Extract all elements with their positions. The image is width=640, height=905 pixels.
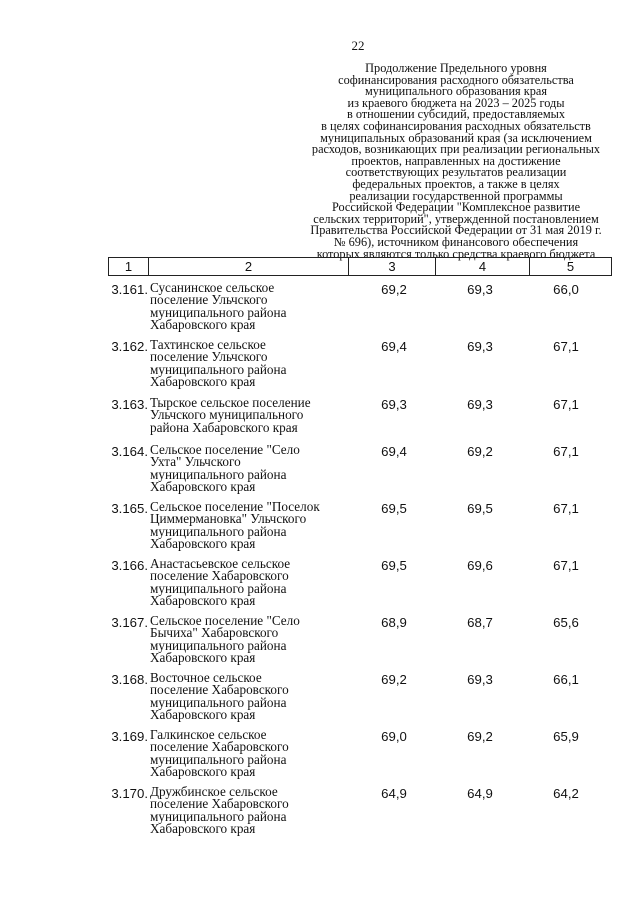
- value-2025: 65,9: [553, 729, 579, 744]
- column-header: 5: [530, 258, 612, 276]
- value-2024: 69,3: [467, 282, 493, 297]
- heading-line: муниципальных образований края (за исключением: [320, 130, 592, 145]
- value-2023: 69,5: [381, 558, 407, 573]
- row-number: 3.161.: [111, 282, 148, 297]
- heading-line: № 696), источником финансового обеспечения: [333, 234, 579, 249]
- column-header: 4: [436, 258, 530, 276]
- value-2025: 67,1: [553, 444, 579, 459]
- heading-line: в отношении субсидий, предоставляемых: [346, 107, 566, 122]
- heading-line: федеральных проектов, а также в целях: [352, 176, 560, 191]
- value-2025: 67,1: [553, 558, 579, 573]
- column-header: 3: [349, 258, 436, 276]
- settlement-name: Тахтинское сельское поселение Ульчского муниципального района Хабаровского края: [150, 337, 287, 390]
- value-2024: 69,3: [467, 672, 493, 687]
- value-2024: 69,6: [467, 558, 493, 573]
- value-2023: 69,2: [381, 672, 407, 687]
- settlement-name: Галкинское сельское поселение Хабаровского муниципального района Хабаровского края: [150, 727, 289, 780]
- heading-line: Правительства Российской Федерации от 31 мая 2019 г.: [310, 223, 602, 238]
- heading-line: Российской Федерации "Комплексное развитие: [331, 200, 581, 215]
- value-2025: 66,0: [553, 282, 579, 297]
- value-2025: 67,1: [553, 339, 579, 354]
- value-2023: 69,4: [381, 444, 407, 459]
- column-header: 1: [109, 258, 149, 276]
- heading-line: софинансирования расходного обязательства: [338, 72, 574, 87]
- value-2024: 69,2: [467, 444, 493, 459]
- value-2024: 69,5: [467, 501, 493, 516]
- value-2025: 67,1: [553, 397, 579, 412]
- value-2023: 69,2: [381, 282, 407, 297]
- settlement-name: Сельское поселение "Село Ухта" Ульчского муниципального района Хабаровского края: [150, 442, 300, 495]
- row-number: 3.165.: [111, 501, 148, 516]
- column-header: 2: [149, 258, 349, 276]
- row-number: 3.170.: [111, 786, 148, 801]
- value-2023: 68,9: [381, 615, 407, 630]
- value-2023: 69,0: [381, 729, 407, 744]
- settlement-name: Тырское сельское поселение Ульчского муниципального района Хабаровского края: [150, 395, 311, 435]
- value-2024: 69,3: [467, 397, 493, 412]
- row-number: 3.166.: [111, 558, 148, 573]
- value-2023: 64,9: [381, 786, 407, 801]
- table-heading: [300, 63, 612, 260]
- row-number: 3.162.: [111, 339, 148, 354]
- row-number: 3.163.: [111, 397, 148, 412]
- header-row: [109, 258, 612, 276]
- value-2025: 66,1: [553, 672, 579, 687]
- value-2024: 68,7: [467, 615, 493, 630]
- heading-line: муниципального образования края: [364, 84, 547, 99]
- heading-line: из краевого бюджета на 2023 – 2025 годы: [347, 95, 565, 110]
- heading-line: сельских территорий", утвержденной постановлением: [313, 211, 599, 226]
- settlement-name: Восточное сельское поселение Хабаровского муниципального района Хабаровского края: [150, 670, 289, 723]
- value-2024: 64,9: [467, 786, 493, 801]
- settlement-name: Сусанинское сельское поселение Ульчского муниципального района Хабаровского края: [150, 280, 287, 333]
- heading-line: Продолжение Предельного уровня: [365, 61, 547, 75]
- value-2025: 67,1: [553, 501, 579, 516]
- settlement-name: Дружбинское сельское поселение Хабаровского муниципального района Хабаровского края: [150, 784, 289, 837]
- heading-line: которых являются только средства краевого бюджета: [316, 246, 596, 261]
- heading-line: расходов, возникающих при реализации региональных: [311, 142, 601, 157]
- row-number: 3.167.: [111, 615, 148, 630]
- row-number: 3.168.: [111, 672, 148, 687]
- row-number: 3.164.: [111, 444, 148, 459]
- value-2025: 65,6: [553, 615, 579, 630]
- value-2025: 64,2: [553, 786, 579, 801]
- heading-line: реализации государственной программы: [349, 188, 563, 203]
- value-2023: 69,4: [381, 339, 407, 354]
- heading-line: соответствующих результатов реализации: [345, 165, 567, 180]
- heading-line: в целях софинансирования расходных обязательств: [321, 118, 591, 133]
- value-2024: 69,3: [467, 339, 493, 354]
- value-2024: 69,2: [467, 729, 493, 744]
- row-number: 3.169.: [111, 729, 148, 744]
- heading-line: проектов, направленных на достижение: [351, 153, 561, 168]
- page-number: 22: [351, 38, 365, 53]
- value-2023: 69,3: [381, 397, 407, 412]
- settlement-name: Анастасьевское сельское поселение Хабаровского муниципального района Хабаровского края: [150, 556, 291, 609]
- settlement-name: Сельское поселение "Село Бычиха" Хабаровского муниципального района Хабаровского края: [150, 613, 300, 666]
- settlement-name: Сельское поселение "Поселок Циммермановка" Ульчского муниципального района Хабаровского края: [150, 499, 320, 552]
- column-number-header: [108, 257, 612, 276]
- value-2023: 69,5: [381, 501, 407, 516]
